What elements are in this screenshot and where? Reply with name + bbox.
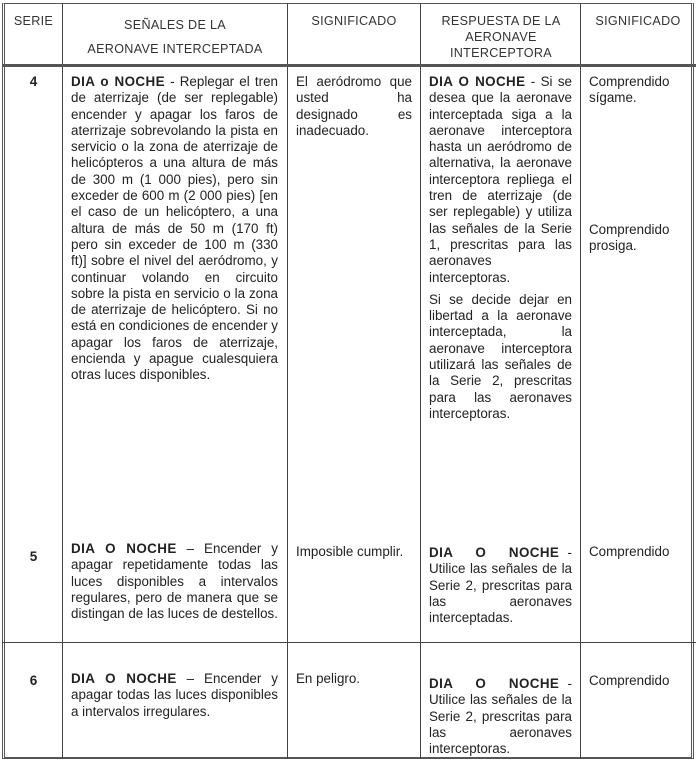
response-text: Utilice las señales de la Serie 2, prescritas para las aeronaves interceptoras. xyxy=(429,692,572,757)
separator: - xyxy=(559,676,572,691)
response-meaning-2: Comprendido prosiga. xyxy=(589,222,670,254)
response-meaning: Comprendido xyxy=(589,544,670,559)
signal-text: Encender y apagar repetidamente todas las luces disponibles a intervalos regulares, pero de manera que se distingan de las luces de destellos. xyxy=(71,541,278,622)
column-divider xyxy=(580,3,581,759)
header-response: RESPUESTA DE LA AERONAVE INTERCEPTORA xyxy=(441,14,561,60)
serie-number: 6 xyxy=(29,673,38,688)
header-signals-line-2: AERONAVE INTERCEPTADA xyxy=(87,42,263,56)
interceptada-signal xyxy=(71,74,278,384)
response-text-2: Si se decide dejar en libertad a la aeronave interceptada, la aeronave interceptora utilizará las señales de la Serie 2, prescritas para las aeronaves interceptoras. xyxy=(429,291,572,421)
interceptada-signal xyxy=(71,541,278,622)
response-keyword: DIA O NOCHE xyxy=(429,676,560,691)
response-text: Utilice las señales de la Serie 2, prescritas para las aeronaves interceptadas. xyxy=(429,561,572,626)
response-text: Si se desea que la aeronave interceptada siga a la aeronave interceptora hasta un aeródromo de alternativa, la aeronave interceptora repliega el tren de aterrizaje (de ser replegable) y utiliza las señales de la Serie 1, prescritas para las aeronaves interceptoras. xyxy=(429,74,572,285)
interceptora-response xyxy=(429,676,572,757)
separator: - xyxy=(525,74,541,89)
header-meaning: SIGNIFICADO xyxy=(311,14,397,28)
signal-keyword: DIA O NOCHE xyxy=(71,671,177,686)
column-divider xyxy=(62,3,63,759)
signal-text: Replegar el tren de aterrizaje (de ser replegable) encender y apagar los faros de aterrizaje sobrevolando la pista en servicio o la zona de aterrizaje de helicópteros a una altura de más de 300 m (1 000 pies), pero sin exceder de 600 m (2 000 pies) [en el caso de un helicóptero, a una altura de más de 50 m (170 ft) pero sin exceder de 100 m (330 ft)] sobre el nivel del aeródromo, y continuar volando en circuito sobre la pista en servicio o la zona de aterrizaje de helicóptero. Si no está en condiciones de encender y apagar los faros de aterrizaje, encienda y apague cualesquiera otras luces disponibles. xyxy=(71,74,278,383)
row-divider xyxy=(2,642,696,643)
response-keyword: DIA O NOCHE xyxy=(429,545,560,560)
header-signals xyxy=(63,13,287,61)
header-divider xyxy=(2,64,696,67)
response-meaning: Comprendido xyxy=(589,673,670,688)
column-divider xyxy=(287,3,288,759)
separator: - xyxy=(164,74,180,89)
signal-keyword: DIA O NOCHE xyxy=(71,541,177,556)
header-signals-line-1: SEÑALES DE LA xyxy=(124,18,226,32)
column-divider xyxy=(420,3,421,759)
separator: - xyxy=(559,545,572,560)
signal-meaning: El aeródromo que usted ha designado es inadecuado. xyxy=(296,74,412,138)
signal-meaning: Imposible cumplir. xyxy=(296,544,404,559)
interceptora-response xyxy=(429,545,572,626)
header-response-meaning: SIGNIFICADO xyxy=(595,14,681,28)
separator: – xyxy=(176,541,205,556)
separator: – xyxy=(176,671,205,686)
signal-keyword: DIA o NOCHE xyxy=(71,74,165,89)
signal-meaning: En peligro. xyxy=(296,671,361,686)
header-serie: SERIE xyxy=(13,14,54,28)
interceptora-response xyxy=(429,74,572,422)
interceptada-signal xyxy=(71,671,278,720)
response-keyword: DIA O NOCHE xyxy=(429,74,526,89)
serie-number: 4 xyxy=(29,74,38,89)
serie-number: 5 xyxy=(29,549,38,564)
signal-text: Encender y apagar todas las luces disponibles a intervalos irregulares. xyxy=(71,671,278,719)
response-meaning: Comprendido sígame. xyxy=(589,74,670,106)
